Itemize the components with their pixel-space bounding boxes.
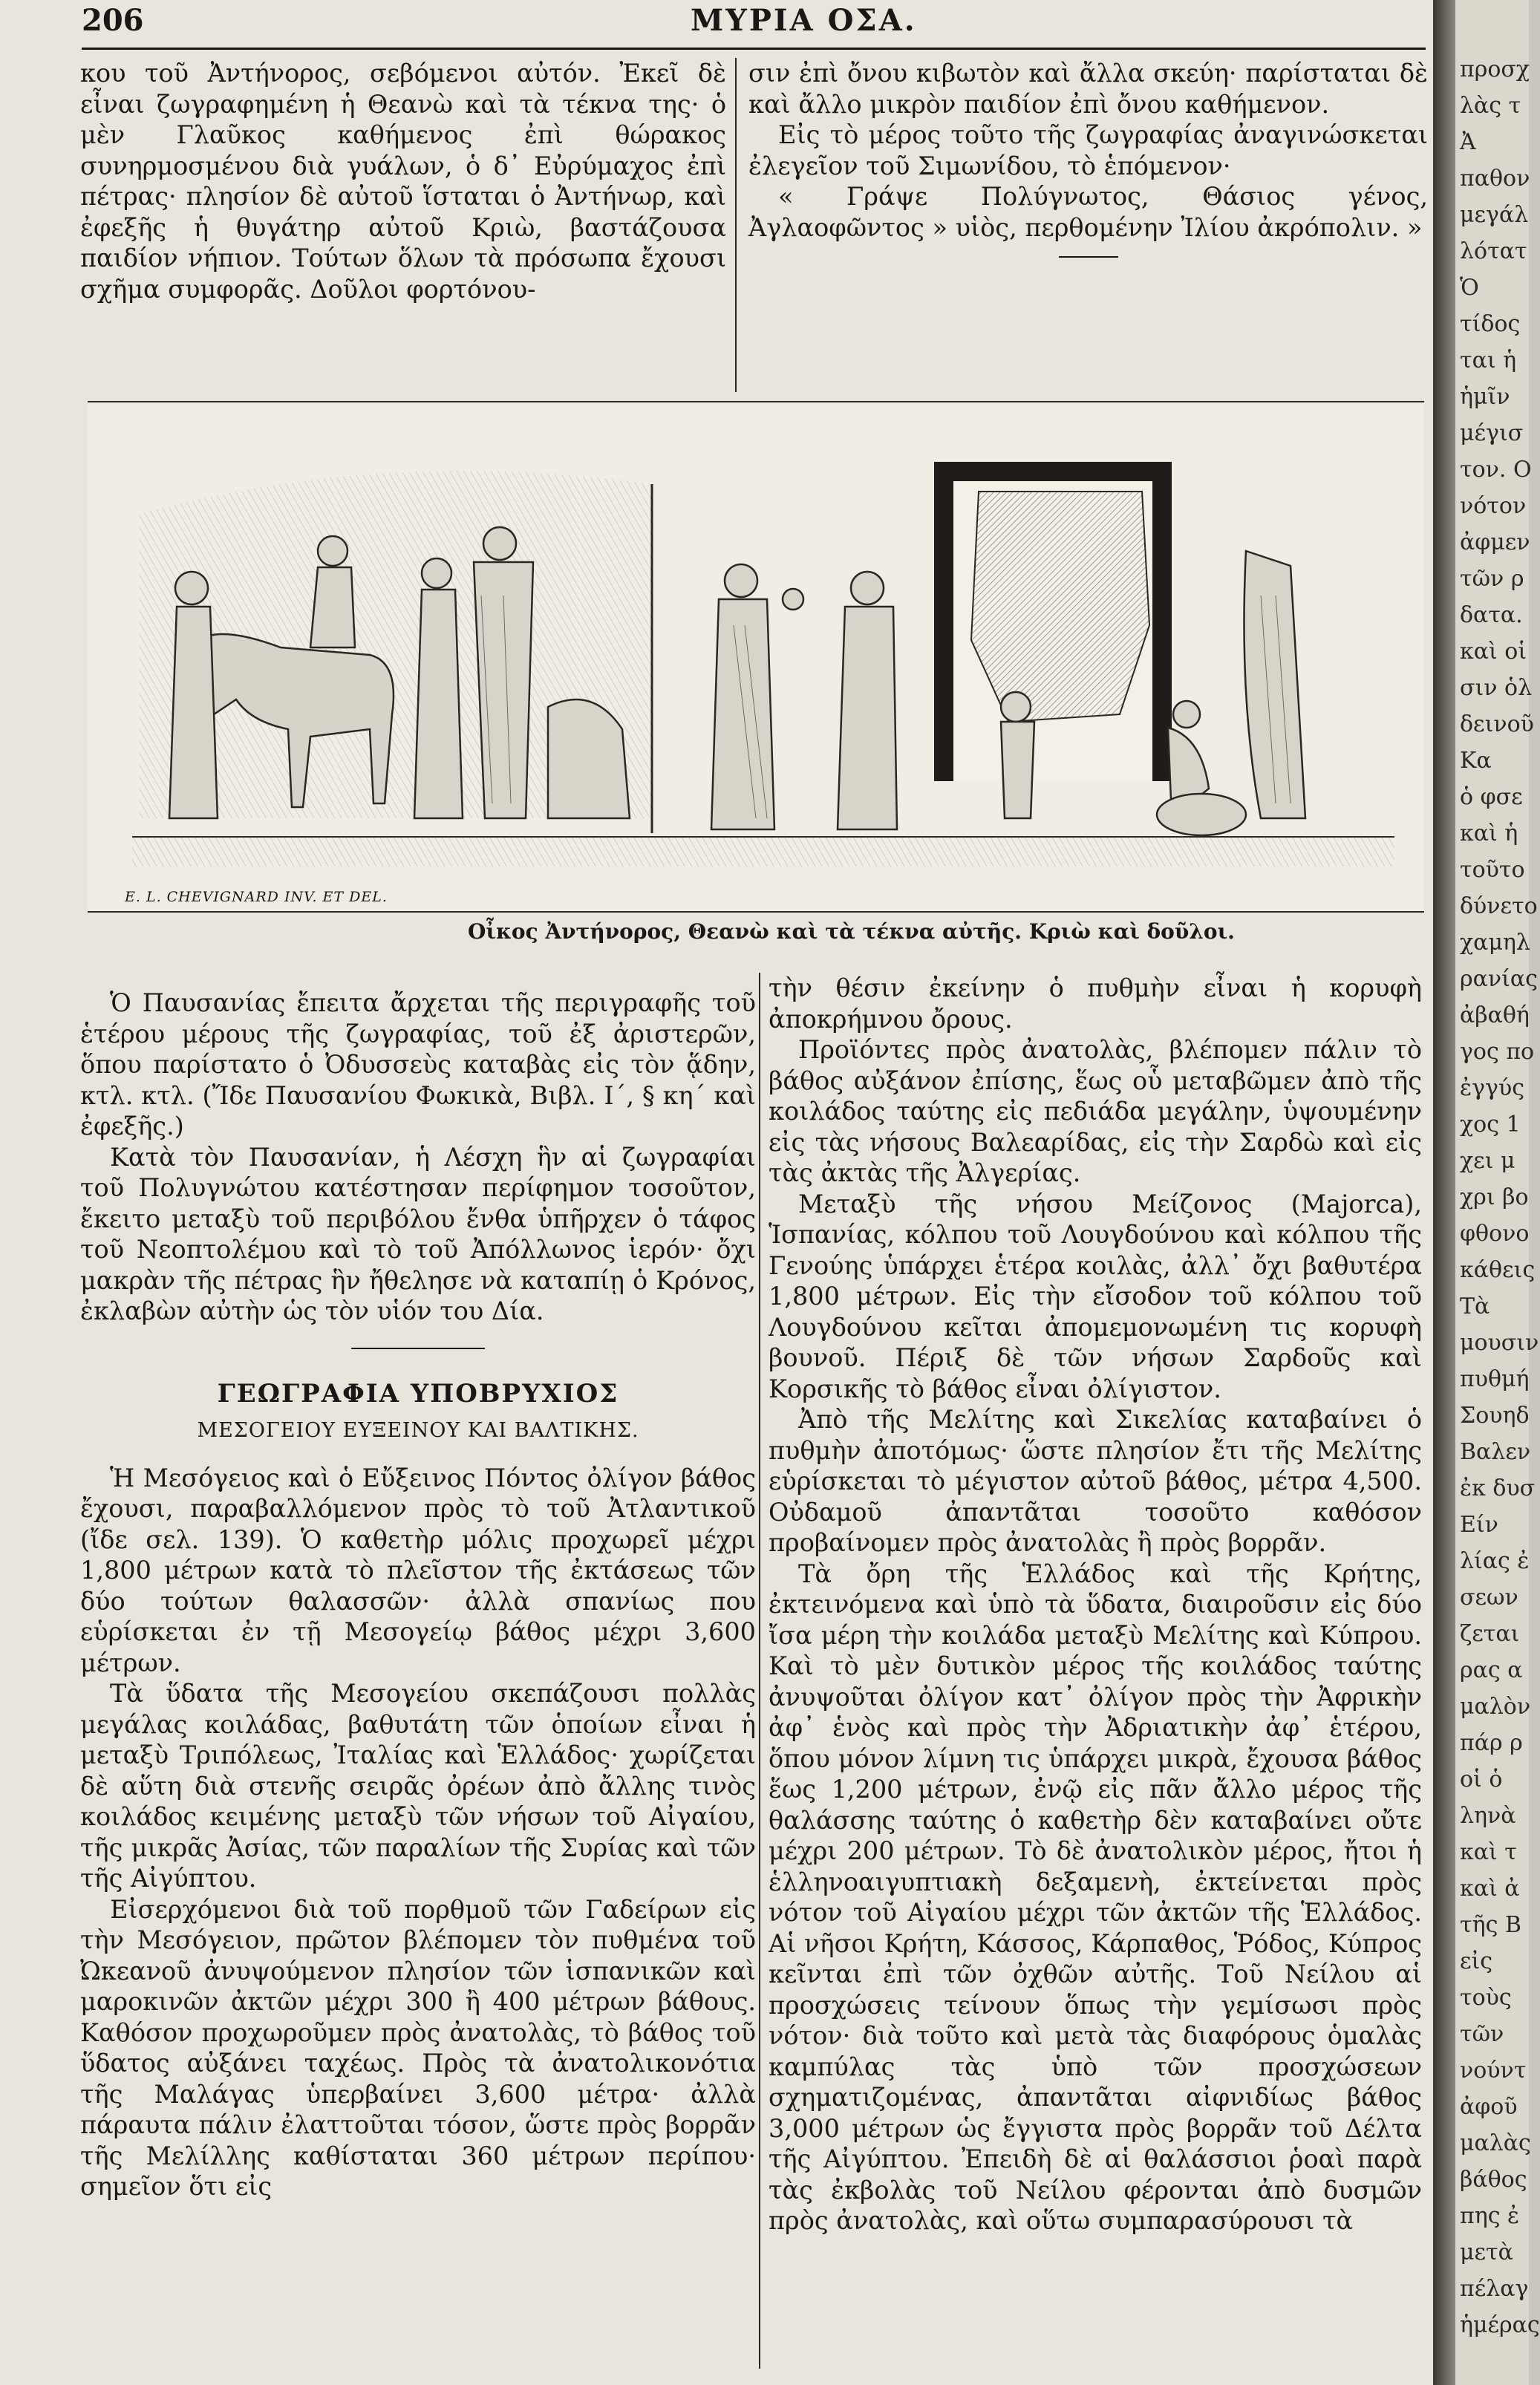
next-page-fragment: Βαλεν bbox=[1460, 1439, 1531, 1465]
next-page-fragment: κάθεις bbox=[1460, 1257, 1536, 1283]
next-page-fragment: τοὺς bbox=[1460, 1985, 1512, 2011]
bottom-right-column bbox=[769, 973, 1422, 2236]
next-page-fragment: τῆς Β bbox=[1460, 1912, 1521, 1938]
next-page-fragment: Σουηδ bbox=[1460, 1403, 1530, 1429]
next-page-fragment: ἐγγύς bbox=[1460, 1075, 1524, 1101]
next-page-fragment: οἱ ὁ bbox=[1460, 1766, 1503, 1792]
paragraph: Ἡ Μεσόγειος καὶ ὁ Εὔξεινος Πόντος ὀλίγον βάθος ἔχουσι, παραβαλλόμενον πρὸς τὸ τοῦ Ἀτλαντικοῦ (ἴδε σελ. 139). Ὁ καθετὴρ μόλις προχωρεῖ μέχρι 1,800 μέτρων κατὰ τὸ πλεῖστον τῆς ἐκτάσεως τῶν δύο τούτων θαλασσῶν· ἀλλὰ σπανίως που εὑρίσκεται ἐν τῇ Μεσογείῳ βάθος μέχρι 3,600 μέτρων. bbox=[80, 1463, 756, 1677]
running-title: ΜΥΡΙΑ ΟΣΑ. bbox=[691, 3, 917, 38]
next-page-fragment: δεινοῦ bbox=[1460, 711, 1534, 737]
next-page-edge bbox=[1455, 0, 1540, 2385]
next-page-fragment: παθον bbox=[1460, 166, 1530, 192]
next-page-fragment: Ὁ bbox=[1460, 275, 1479, 301]
next-page-fragment: χει μ bbox=[1460, 1148, 1515, 1174]
header-rule bbox=[82, 48, 1426, 50]
column-divider bbox=[735, 58, 737, 392]
top-left-column bbox=[80, 58, 726, 304]
artist-credit: E. L. CHEVIGNARD INV. ET DEL. bbox=[125, 889, 388, 905]
next-page-fragment: τίδος bbox=[1460, 311, 1521, 337]
next-page-fragment: χαμηλ bbox=[1460, 930, 1530, 956]
next-page-fragment: λίας ἐ bbox=[1460, 1548, 1530, 1574]
next-page-fragment: δύνετο bbox=[1460, 893, 1538, 919]
section-subtitle: ΜΕΣΟΓΕΙΟΥ ΕΥΞΕΙΝΟΥ ΚΑΙ ΒΑΛΤΙΚΗΣ. bbox=[197, 1419, 639, 1442]
next-page-fragment: τῶν ρ bbox=[1460, 566, 1524, 592]
next-page-fragment: γος πο bbox=[1460, 1039, 1535, 1065]
paragraph: Προϊόντες πρὸς ἀνατολὰς, βλέπομεν πάλιν τὸ βάθος αὐξάνον ἐπίσης, ἕως οὗ μεταβῶμεν ἀπὸ τῆς κοιλάδος ταύτης εἰς πεδιάδα μεγάλην, ὑψουμένην εἰς τὰς νήσους Βαλεαρίδας, εἰς τὴν Σαρδὼ καὶ εἰς τὰς ἀκτὰς τῆς Ἀλγερίας. bbox=[769, 1035, 1422, 1187]
next-page-fragment: καὶ ἡ bbox=[1460, 820, 1518, 846]
next-page-fragment: μαλὸν bbox=[1460, 1694, 1531, 1720]
next-page-fragment: Ἀ bbox=[1460, 129, 1476, 155]
next-page-fragment: τοῦτο bbox=[1460, 857, 1525, 883]
elegy-quote: « Γράψε Πολύγνωτος, Θάσιος γένος, Ἀγλαοφῶντος » υἱὸς, περθομένην Ἰλίου ἀκρόπολιν. » bbox=[748, 182, 1428, 242]
page-header bbox=[82, 0, 1433, 42]
illustration-caption: Οἶκος Ἀντήνορος, Θεανὼ καὶ τὰ τέκνα αὐτῆς. Κριὼ καὶ δοῦλοι. bbox=[468, 919, 1235, 944]
next-page-fragment: χος 1 bbox=[1460, 1112, 1521, 1138]
next-page-fragment: φθονο bbox=[1460, 1221, 1530, 1247]
next-page-fragment: πυθμή bbox=[1460, 1366, 1530, 1392]
page-number: 206 bbox=[82, 3, 144, 38]
next-page-fragment: πέλαγ bbox=[1460, 2276, 1529, 2302]
next-page-fragment: μετὰ bbox=[1460, 2239, 1513, 2265]
next-page-fragment: πης ἐ bbox=[1460, 2203, 1520, 2229]
top-right-column bbox=[748, 58, 1428, 258]
next-page-fragment: τον. Ο bbox=[1460, 457, 1532, 483]
bottom-left-column bbox=[80, 988, 756, 2202]
next-page-fragment: ἀφμεν bbox=[1460, 529, 1530, 555]
next-page-fragment: καὶ ἀ bbox=[1460, 1876, 1520, 1902]
column-divider bbox=[759, 973, 760, 2369]
next-page-fragment: βάθος bbox=[1460, 2167, 1527, 2193]
next-page-fragment: νούντ bbox=[1460, 2058, 1527, 2084]
next-page-fragment: μαλὰς bbox=[1460, 2130, 1531, 2156]
short-rule bbox=[1059, 256, 1118, 258]
next-page-fragment: ἡμῖν bbox=[1460, 384, 1510, 410]
paragraph: Ἀπὸ τῆς Μελίτης καὶ Σικελίας καταβαίνει ὁ πυθμὴν ἀποτόμως· ὥστε πλησίον ἔτι τῆς Μελίτης εὑρίσκεται τὸ μέγιστον αὐτοῦ βάθος, μέτρα 4,500. Οὐδαμοῦ ἀπαντᾶται τοσοῦτο καθόσον προβαίνομεν πρὸς ἀνατολὰς ἢ πρὸς βορρᾶν. bbox=[769, 1405, 1422, 1557]
next-page-fragment: ται ἡ bbox=[1460, 348, 1517, 373]
next-page-fragment: ἐκ δυσ bbox=[1460, 1475, 1536, 1501]
next-page-fragment: ζεται bbox=[1460, 1621, 1520, 1647]
next-page-fragment: Είν bbox=[1460, 1512, 1498, 1538]
next-page-fragment: ὁ φσε bbox=[1460, 784, 1523, 810]
section-rule bbox=[351, 1348, 485, 1349]
next-page-fragment: μεγάλ bbox=[1460, 202, 1529, 228]
paragraph: Κατὰ τὸν Παυσανίαν, ἡ Λέσχη ἣν αἱ ζωγραφίαι τοῦ Πολυγνώτου κατέστησαν περίφημον τοσοῦτον, ἔκειτο μεταξὺ τοῦ περιβόλου ἔνθα ὑπῆρχεν ὁ τάφος τοῦ Νεοπτολέμου καὶ τὸ τοῦ Ἀπόλλωνος ἱερόν· ὄχι μακρὰν τῆς πέτρας ἣν ἤθελησε νὰ καταπίῃ ὁ Κρόνος, ἐκλαβὼν αὐτὴν ὡς τὸν υἱόν του Δία. bbox=[80, 1142, 756, 1325]
paragraph: Εἰσερχόμενοι διὰ τοῦ πορθμοῦ τῶν Γαδείρων εἰς τὴν Μεσόγειον, πρῶτον βλέπομεν τὸν πυθμένα τοῦ Ὠκεανοῦ ἀνυψούμενον πλησίον τῶν ἱσπανικῶν καὶ μαροκινῶν ἀκτῶν μέχρι 300 ἢ 400 μέτρων βάθους. Καθόσον προχωροῦμεν πρὸς ἀνατολὰς, τὸ βάθος τοῦ ὕδατος αὐξάνει ταχέως. Πρὸς τὰ ἀνατολικονότια τῆς Μαλάγας ὑπερβαίνει 3,600 μέτρα· ἀλλὰ πάραυτα πάλιν ἐλαττοῦται τόσον, ὥστε πρὸς βορρᾶν τῆς Μελίλλης καθίσταται 360 μέτρων περίπου· σημεῖον ὅτι εἰς bbox=[80, 1894, 756, 2201]
next-page-fragment: ληνὰ bbox=[1460, 1803, 1516, 1829]
next-page-fragment: δατα. bbox=[1460, 602, 1523, 628]
next-page-fragment: Κα bbox=[1460, 748, 1492, 774]
next-page-fragment: καὶ οἱ bbox=[1460, 639, 1527, 665]
next-page-fragment: μέγισ bbox=[1460, 420, 1524, 446]
next-page-fragment: μουσιν bbox=[1460, 1330, 1539, 1356]
next-page-fragment: ἀβαθή bbox=[1460, 1002, 1530, 1028]
next-page-fragment: εἰς bbox=[1460, 1948, 1493, 1974]
next-page-fragment: ρανίας bbox=[1460, 966, 1538, 992]
paragraph: Ὁ Παυσανίας ἔπειτα ἄρχεται τῆς περιγραφῆς τοῦ ἑτέρου μέρους τῆς ζωγραφίας, τοῦ ἐξ ἀριστερῶν, ὅπου παρίστατο ὁ Ὀδυσσεὺς καταβὰς εἰς τὸν ᾅδην, κτλ. κτλ. (Ἴδε Παυσανίου Φωκικὰ, Βιβλ. Ι´, § κη´ καὶ ἐφεξῆς.) bbox=[80, 988, 756, 1141]
next-page-fragment: πάρ ρ bbox=[1460, 1730, 1523, 1756]
paragraph: Τὰ ὄρη τῆς Ἑλλάδος καὶ τῆς Κρήτης, ἐκτεινόμενα καὶ ὑπὸ τὰ ὕδατα, διαιροῦσιν εἰς δύο ἴσα μέρη τὴν κοιλάδα μεταξὺ Μελίτης καὶ Κύπρου. Καὶ τὸ μὲν δυτικὸν μέρος τῆς κοιλάδος ταύτης ἀνυψοῦται ὀλίγον κατ᾽ ὀλίγον πρὸς τὴν Ἀφρικὴν ἀφ᾽ ἑνὸς καὶ πρὸς τὴν Ἀδριατικὴν ἀφ᾽ ἑτέρου, ὅπου μόνον λίμνη τις ὑπάρχει μικρὰ, ἔχουσα βάθος ἕως 1,200 μέτρων, ἐνῷ εἰς πᾶν ἄλλο μέρος τῆς θαλάσσης ταύτης ὁ καθετὴρ δὲν καταβαίνει οὔτε μέχρι 200 μέτρων. Τὸ δὲ ἀνατολικὸν μέρος, ἤτοι ἡ ἑλληνοαιγυπτιακὴ δεξαμενὴ, ἐκτείνεται πρὸς νότον τοῦ Αἰγαίου μέχρι τῶν ἀκτῶν τῆς Ἑλλάδος. Αἱ νῆσοι Κρήτη, Κάσσος, Κάρπαθος, Ῥόδος, Κύπρος κεῖνται ἐπὶ τῶν ὀχθῶν αὐτῆς. Τοῦ Νείλου αἱ προσχώσεις τείνουν ὅπως τὴν γεμίσωσι πρὸς νότον· διὰ τοῦτο καὶ μετὰ τὰς διαφόρους ὁμαλὰς καμπύλας τὰς ὑπὸ τῶν προσχώσεων σχηματιζομένας, ἀπαντᾶται αἰφνιδίως βάθος 3,000 μέτρων ὡς ἔγγιστα πρὸς βορρᾶν τοῦ Δέλτα τῆς Αἰγύπτου. Ἐπειδὴ δὲ αἱ θαλάσσιοι ῥοαὶ παρὰ τὰς ἐκβολὰς τοῦ Νείλου φέρονται ἀπὸ δυσμῶν πρὸς ἀνατολὰς, καὶ οὕτω συμπαρασύρουσι τὰ bbox=[769, 1559, 1422, 2235]
paragraph: κου τοῦ Ἀντήνορος, σεβόμενοι αὐτόν. Ἐκεῖ δὲ εἶναι ζωγραφημένη ἡ Θεανὼ καὶ τὰ τέκνα της· ὁ μὲν Γλαῦκος καθήμενος ἐπὶ θώρακος συνηρμοσμένου διὰ γυάλων, ὁ δ᾽ Εὐρύμαχος ἐπὶ πέτρας· πλησίον δὲ αὐτοῦ ἵσταται ὁ Ἀντήνωρ, καὶ ἐφεξῆς ἡ θυγάτηρ αὐτοῦ Κριὼ, βαστάζουσα παιδίον νήπιον. Τούτων ὅλων τὰ πρόσωπα ἔχουσι σχῆμα συμφορᾶς. Δοῦλοι φορτόνου- bbox=[80, 59, 726, 304]
engraving-drawing bbox=[88, 402, 1424, 911]
next-page-fragment: ἀφοῦ bbox=[1460, 2094, 1518, 2120]
next-page-fragment: λότατ bbox=[1460, 238, 1527, 264]
section-title: ΓΕΩΓΡΑΦΙΑ ΥΠΟΒΡΥΧΙΟΣ bbox=[217, 1378, 619, 1409]
next-page-fragment: λὰς τ bbox=[1460, 93, 1521, 119]
next-page-fragment: καὶ τ bbox=[1460, 1839, 1517, 1865]
next-page-fragment: προσχ bbox=[1460, 56, 1530, 82]
paragraph: τὴν θέσιν ἐκείνην ὁ πυθμὴν εἶναι ἡ κορυφὴ ἀποκρήμνου ὄρους. bbox=[769, 973, 1422, 1034]
book-gutter bbox=[1433, 0, 1455, 2385]
next-page-fragment: νότον bbox=[1460, 493, 1527, 519]
next-page-fragment: ρας α bbox=[1460, 1657, 1523, 1683]
next-page-fragment: ἡμέρας bbox=[1460, 2312, 1540, 2338]
next-page-fragment: σεων bbox=[1460, 1585, 1518, 1611]
next-page-fragment: Τὰ bbox=[1460, 1293, 1490, 1319]
paragraph: Τὰ ὕδατα τῆς Μεσογείου σκεπάζουσι πολλὰς μεγάλας κοιλάδας, βαθυτάτη τῶν ὁποίων εἶναι ἡ μεταξὺ Τριπόλεως, Ἰταλίας καὶ Ἑλλάδος· χωρίζεται δὲ αὕτη διὰ στενῆς σειρᾶς ὀρέων ἀπὸ ἄλλης τινὸς κοιλάδος κειμένης μεταξὺ τῶν νήσων τοῦ Αἰγαίου, τῆς μικρᾶς Ἀσίας, τῶν παραλίων τῆς Συρίας καὶ τῶν τῆς Αἰγύπτου. bbox=[80, 1679, 756, 1893]
next-page-fragment: σιν ὁλ bbox=[1460, 675, 1533, 701]
paragraph: σιν ἐπὶ ὄνου κιβωτὸν καὶ ἄλλα σκεύη· παρίσταται δὲ καὶ ἄλλο μικρὸν παιδίον ἐπὶ ὄνου καθήμενον. bbox=[748, 59, 1428, 119]
engraving-illustration bbox=[88, 401, 1424, 913]
paragraph: Εἰς τὸ μέρος τοῦτο τῆς ζωγραφίας ἀναγινώσκεται ἐλεγεῖον τοῦ Σιμωνίδου, τὸ ἑπόμενον· bbox=[748, 120, 1428, 180]
next-page-fragment: τῶν bbox=[1460, 2021, 1504, 2047]
next-page-fragment: χρι βο bbox=[1460, 1184, 1529, 1210]
paragraph: Μεταξὺ τῆς νήσου Μείζονος (Majorca), Ἱσπανίας, κόλπου τοῦ Λουγδούνου καὶ κόλπου τῆς Γενούης ὑπάρχει ἑτέρα κοιλὰς, ἀλλ᾽ ὄχι βαθυτέρα 1,800 μέτρων. Εἰς τὴν εἴσοδον τοῦ κόλπου τοῦ Λουγδούνου κεῖται ἀπομεμονωμένη τις κορυφὴ βουνοῦ. Πέριξ δὲ τῶν νήσων Σαρδοῦς καὶ Κορσικῆς τὸ βάθος εἶναι ὀλίγιστον. bbox=[769, 1189, 1422, 1403]
